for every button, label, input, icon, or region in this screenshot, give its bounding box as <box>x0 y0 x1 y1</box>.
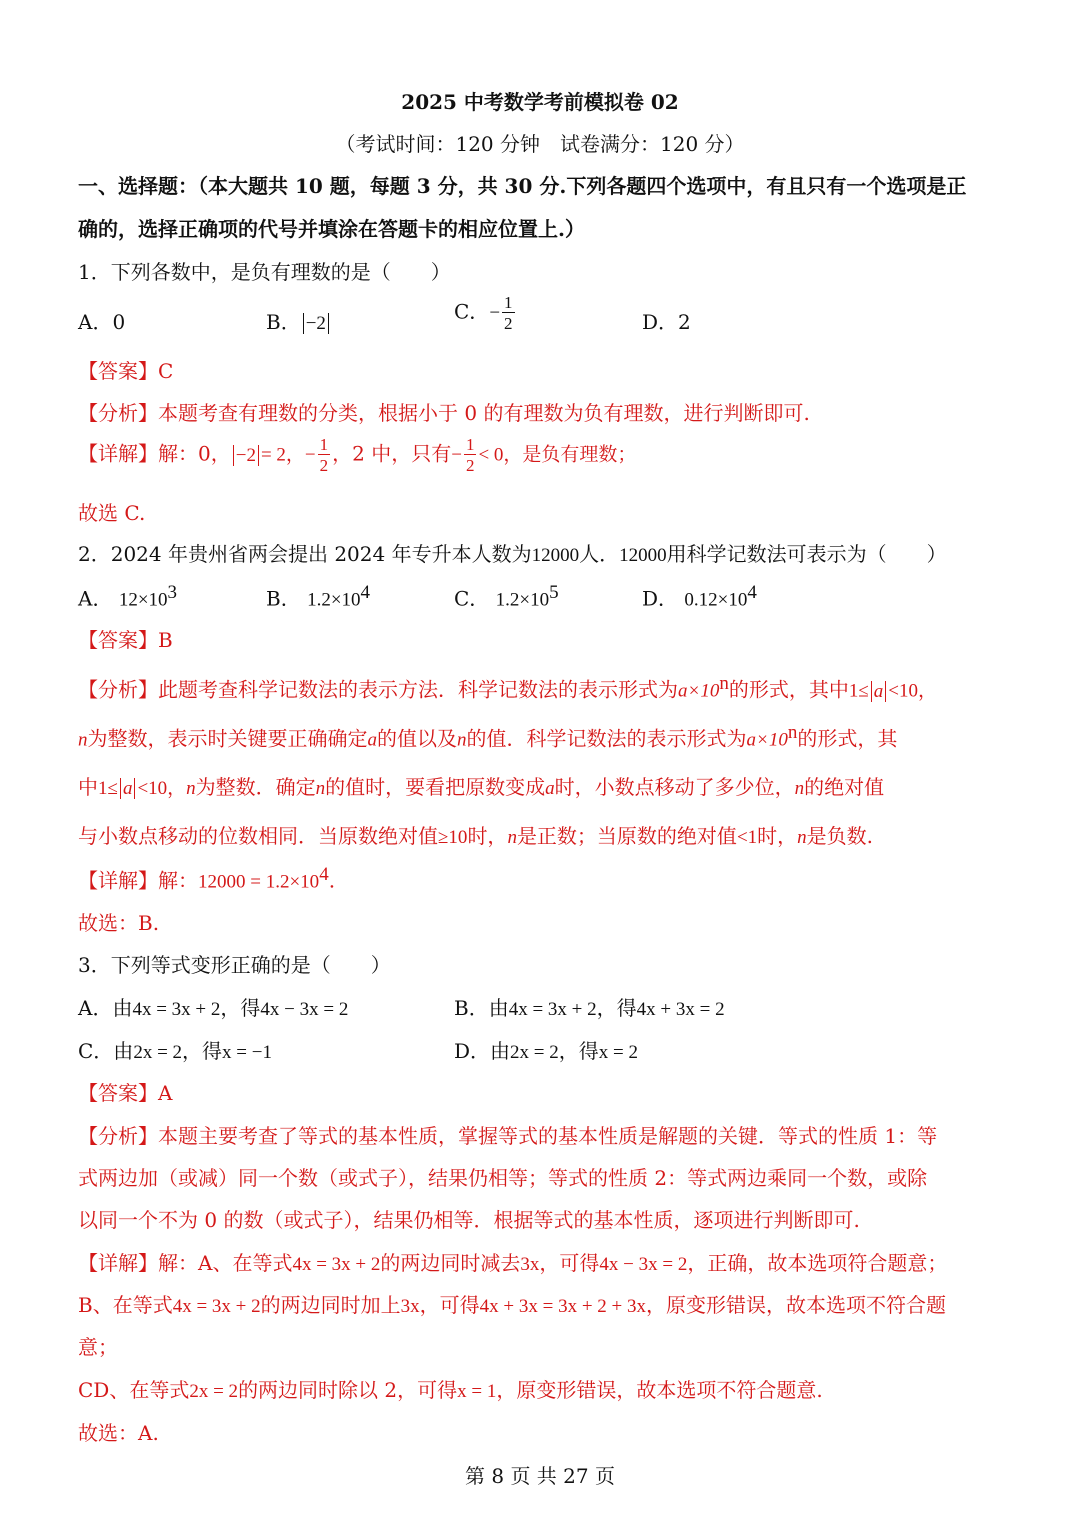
detail-fraction <box>318 436 331 474</box>
page-subtitle: （考试时间：120 分钟 试卷满分：120 分） <box>335 132 745 156</box>
q1-option-c <box>454 294 517 332</box>
fraction-numerator: 1 <box>465 435 475 454</box>
q1-option-c-label: C． <box>454 299 490 324</box>
analysis-exponent: n <box>719 673 729 694</box>
option-exponent: 5 <box>549 582 559 603</box>
detail-math: 4x = 3x + 2 <box>292 1254 381 1275</box>
q1-stem: 1．下列各数中，是负有理数的是（ ） <box>78 260 451 284</box>
q2-answer <box>78 624 1008 653</box>
q1-option-a: A．0 <box>78 310 126 334</box>
option-text: ，得 <box>558 1039 599 1063</box>
q1-choose: 故选 C. <box>78 501 146 525</box>
q2-option-d <box>642 582 757 612</box>
q2-analysis-line2 <box>78 722 1008 752</box>
detail-text: ，可得 <box>419 1293 480 1317</box>
answer-tag: 【答案】 <box>78 359 158 383</box>
q3-detail-line1 <box>78 1247 1008 1276</box>
answer-value: A <box>158 1081 173 1105</box>
q2-stem <box>78 538 1008 567</box>
option-math: 2x = 2 <box>510 1042 559 1063</box>
analysis-text: 是负数. <box>806 824 874 848</box>
option-text: ，得 <box>182 1039 223 1063</box>
q3-detail-line2 <box>78 1289 1008 1318</box>
analysis-math: n <box>78 729 88 751</box>
stem-text: 人． <box>579 542 620 566</box>
analysis-math: <10， <box>137 778 187 799</box>
option-math: 4x + 3x = 2 <box>636 999 725 1020</box>
q3-option-c <box>78 1035 272 1064</box>
detail-math: = 2， <box>260 444 305 466</box>
q3-stem: 3．下列等式变形正确的是（ ） <box>78 953 391 977</box>
q3-analysis-line3: 以同一个不为 0 的数（或式子），结果仍相等．根据等式的基本性质，逐项进行判断即可. <box>78 1208 860 1232</box>
option-math: 0.12×10 <box>684 589 748 611</box>
analysis-text: 时，小数点移动了多少位， <box>554 775 795 799</box>
option-math: 4x = 3x + 2 <box>132 999 221 1020</box>
analysis-math: n <box>794 778 805 799</box>
option-text: ，得 <box>220 996 261 1020</box>
detail-text: ，2 中，只有 <box>332 441 452 466</box>
analysis-text: 此题考查科学记数法的表示方法．科学记数法的表示形式为 <box>158 677 678 702</box>
detail-text: ，原变形错误，故本选项不符合题 <box>646 1293 947 1317</box>
option-label: D．由 <box>454 1039 511 1063</box>
page-title: 2025 中考数学考前模拟卷 02 <box>401 90 679 114</box>
analysis-text: 是正数；当原数的绝对值 <box>516 824 737 848</box>
analysis-abs: a <box>120 778 136 799</box>
fraction-numerator: 1 <box>319 435 329 454</box>
analysis-tag: 【分析】 <box>78 1124 158 1148</box>
option-math: 4x = 3x + 2 <box>508 999 597 1020</box>
analysis-math: n <box>457 729 467 751</box>
stem-number: 12000 <box>531 545 580 566</box>
detail-text: 解：A、在等式 <box>158 1251 293 1275</box>
analysis-text: 的形式，其 <box>797 726 898 751</box>
q2-option-b <box>266 582 370 612</box>
detail-math: 3x <box>520 1254 540 1275</box>
fraction-denominator: 2 <box>465 456 475 475</box>
page-footer: 第 8 页 共 27 页 <box>465 1464 615 1488</box>
detail-text: . <box>328 868 336 893</box>
q1-option-c-sign: − <box>489 302 501 324</box>
detail-math: 4x + 3x = 3x + 2 + 3x <box>479 1296 647 1317</box>
stem-text: 2．2024 年贵州省两会提出 2024 年专升本人数为 <box>78 542 532 566</box>
detail-text: ，正确，故本选项符合题意； <box>687 1251 948 1275</box>
detail-exponent: 4 <box>319 864 329 885</box>
option-math: 2x = 2 <box>133 1042 183 1063</box>
fraction-denominator: 2 <box>319 456 329 475</box>
q2-analysis-line4 <box>78 820 1008 849</box>
section-heading-line2: 确的，选择正确项的代号并填涂在答题卡的相应位置上.） <box>78 217 585 241</box>
analysis-tag: 【分析】 <box>78 401 158 425</box>
detail-text: ，原变形错误，故本选项不符合题意. <box>496 1378 823 1402</box>
detail-text: 的两边同时除以 2，可得 <box>238 1378 458 1402</box>
analysis-math: 1≤ <box>98 778 118 799</box>
analysis-math: n <box>507 827 517 848</box>
q1-option-d: D．2 <box>642 310 691 334</box>
option-label: A． <box>78 586 113 611</box>
analysis-text: 为整数．确定 <box>195 775 316 799</box>
analysis-text: 本题主要考查了等式的基本性质，掌握等式的基本性质是解题的关键．等式的性质 1：等 <box>158 1124 938 1148</box>
q2-analysis-line1 <box>78 673 1008 703</box>
analysis-math: n <box>186 778 196 799</box>
analysis-text: 中 <box>78 775 98 799</box>
analysis-math: a×10 <box>678 680 720 702</box>
detail-abs: −2 <box>233 445 259 466</box>
fraction-denominator: 2 <box>504 314 513 333</box>
analysis-text: 时， <box>467 824 508 848</box>
q3-answer <box>78 1077 1008 1106</box>
detail-tag: 【详解】 <box>78 441 158 466</box>
option-math: x = −1 <box>222 1042 272 1063</box>
option-label: D． <box>642 586 679 611</box>
detail-text: ，可得 <box>539 1251 600 1275</box>
detail-text: 解：0， <box>158 441 231 466</box>
analysis-text: 的值时，要看把原数变成 <box>325 775 546 799</box>
detail-math: 4x = 3x + 2 <box>172 1296 261 1317</box>
q1-option-b-value: −2 <box>303 313 329 334</box>
detail-text: 的两边同时加上 <box>260 1293 401 1317</box>
section-heading-line1: 一、选择题：（本大题共 10 题，每题 3 分，共 30 分.下列各题四个选项中，有且只有一个选项是正 <box>78 174 967 198</box>
analysis-text: 的值以及 <box>377 726 457 751</box>
q3-analysis-line1 <box>78 1120 1008 1149</box>
analysis-math: a×10 <box>746 729 788 751</box>
q1-analysis <box>78 397 1008 426</box>
option-label: A．由 <box>78 996 133 1020</box>
answer-tag: 【答案】 <box>78 1081 158 1105</box>
detail-text: 解： <box>158 868 198 893</box>
analysis-text: 为整数，表示时关键要正确确定 <box>87 726 368 751</box>
analysis-text: 的绝对值 <box>804 775 885 799</box>
detail-text: < 0，是负有理数； <box>478 444 637 466</box>
stem-number: 12000 <box>619 545 667 566</box>
option-exponent: 4 <box>360 582 371 603</box>
analysis-tag: 【分析】 <box>78 677 158 702</box>
q1-detail <box>78 436 1008 474</box>
q2-choose: 故选：B. <box>78 911 160 935</box>
q2-detail <box>78 864 1008 894</box>
analysis-math: a <box>367 729 377 751</box>
stem-text: 用科学记数法可表示为（ ） <box>666 542 947 566</box>
option-math: 4x − 3x = 2 <box>260 999 349 1020</box>
option-label: C． <box>454 586 490 611</box>
q1-option-c-fraction <box>502 294 515 332</box>
q3-choose: 故选：A. <box>78 1421 159 1445</box>
analysis-text: 的值．科学记数法的表示形式为 <box>466 726 747 751</box>
detail-math: 2x = 2 <box>189 1381 239 1402</box>
analysis-text: 时， <box>757 824 798 848</box>
q2-option-a <box>78 582 177 612</box>
option-math: 1.2×10 <box>495 589 550 611</box>
detail-math: 3x <box>400 1296 420 1317</box>
detail-text: B、在等式 <box>78 1293 173 1317</box>
q1-option-b <box>266 306 331 335</box>
analysis-text: 与小数点移动的位数相同．当原数绝对值 <box>78 824 438 848</box>
option-label: B．由 <box>454 996 509 1020</box>
detail-text: 的两边同时减去 <box>380 1251 521 1275</box>
analysis-math: n <box>797 827 807 848</box>
option-math: 12×10 <box>118 589 168 611</box>
q1-answer <box>78 355 1008 384</box>
detail-math: − <box>451 444 462 466</box>
detail-math: 4x − 3x = 2 <box>599 1254 688 1275</box>
q3-option-b <box>454 992 725 1021</box>
option-label: B． <box>266 586 301 611</box>
detail-tag: 【详解】 <box>78 1251 158 1275</box>
option-exponent: 4 <box>747 582 757 603</box>
option-exponent: 3 <box>167 582 178 603</box>
analysis-text: 的形式，其中 <box>728 677 849 702</box>
q2-option-c <box>454 582 559 612</box>
analysis-exponent: n <box>787 722 798 743</box>
analysis-text: 本题考查有理数的分类，根据小于 0 的有理数为负有理数，进行判断即可. <box>158 401 810 425</box>
option-text: ，得 <box>596 996 637 1020</box>
answer-value: B <box>158 628 173 652</box>
q2-analysis-line3 <box>78 771 1008 800</box>
analysis-math: n <box>315 778 326 799</box>
option-math: x = 2 <box>598 1042 638 1063</box>
analysis-math: <1 <box>736 827 758 848</box>
q3-option-d <box>454 1035 638 1064</box>
detail-math: x = 1 <box>457 1381 497 1402</box>
analysis-abs: a <box>871 681 887 702</box>
q3-analysis-line2: 式两边加（或减）同一个数（或式子），结果仍相等；等式的性质 2：等式两边乘同一个数，或除 <box>78 1166 928 1190</box>
analysis-math: <10， <box>888 680 937 702</box>
option-math: 1.2×10 <box>307 589 361 611</box>
detail-text: CD、在等式 <box>78 1378 190 1402</box>
detail-tag: 【详解】 <box>78 868 158 893</box>
fraction-numerator: 1 <box>504 293 513 312</box>
option-label: C．由 <box>78 1039 134 1063</box>
analysis-math: ≥10 <box>438 827 468 848</box>
detail-math: − <box>304 444 316 466</box>
answer-value: C <box>158 359 174 383</box>
detail-fraction <box>464 436 477 474</box>
detail-math: 12000 = 1.2×10 <box>198 871 320 893</box>
q3-detail-line4 <box>78 1374 1008 1403</box>
q1-option-b-label: B． <box>266 310 301 334</box>
analysis-math: a <box>545 778 555 799</box>
q3-option-a <box>78 992 348 1021</box>
q3-detail-line3: 意； <box>78 1335 118 1359</box>
answer-tag: 【答案】 <box>78 628 158 652</box>
analysis-math: 1≤ <box>848 680 869 702</box>
